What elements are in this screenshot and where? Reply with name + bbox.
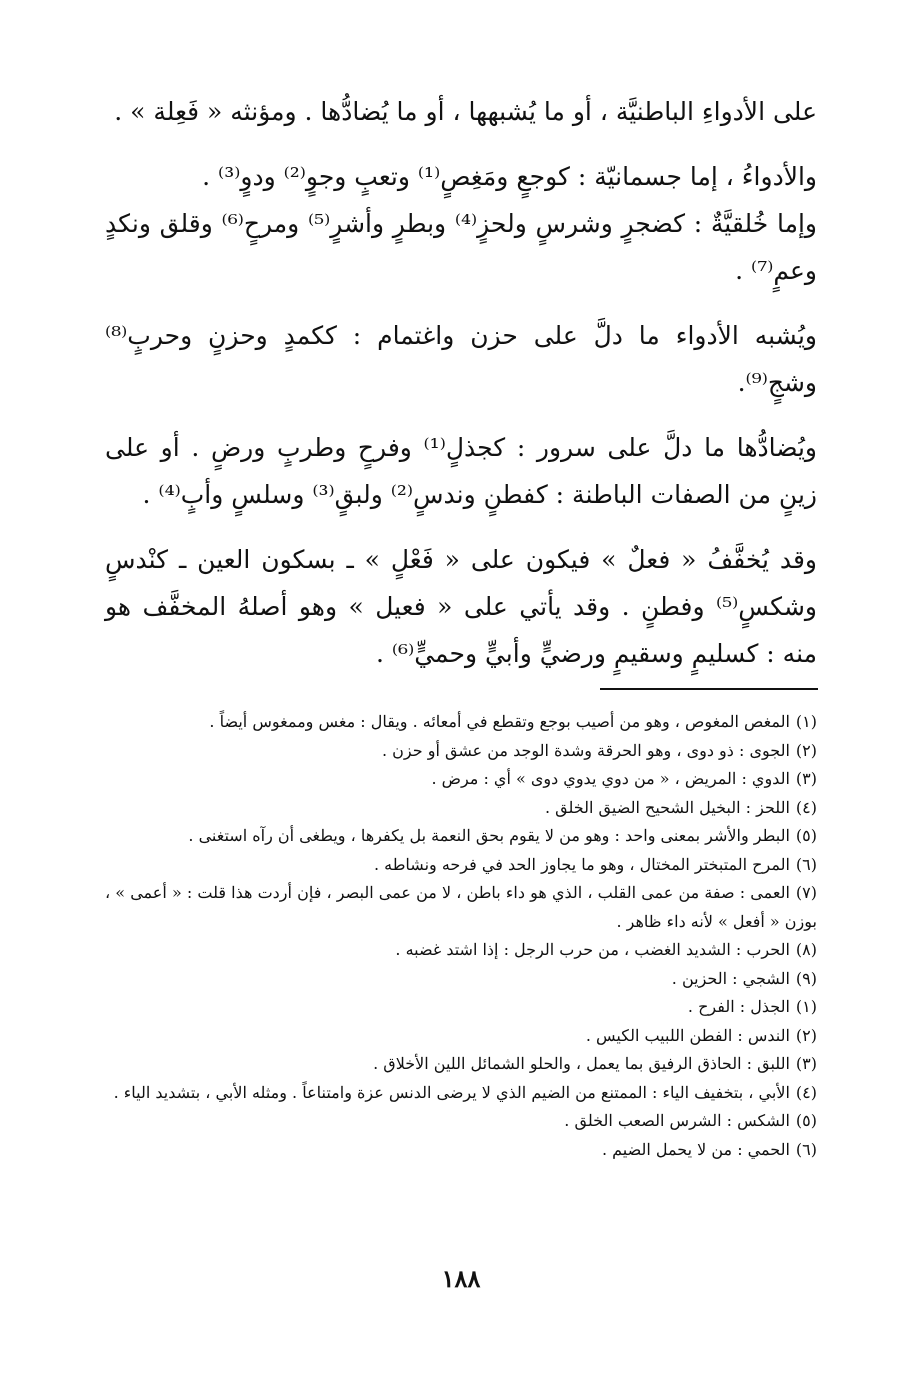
footnote-number: (١) xyxy=(795,997,817,1016)
footnote-text: البطر والأشر بمعنى واحد : وهو من لا يقوم بحق النعمة بل يكفرها ، ويطغى أن رآه استغنى . xyxy=(188,826,790,845)
footnote-text: الحمي : من لا يحمل الضيم . xyxy=(601,1139,790,1159)
footnote-number: (٥) xyxy=(795,1111,817,1130)
footnote-number: (٧) xyxy=(795,883,817,902)
footnote xyxy=(105,1107,817,1136)
footnote-number: (٣) xyxy=(795,1054,817,1073)
footnote xyxy=(105,737,817,766)
footnote-text: الجذل : الفرح . xyxy=(687,997,790,1016)
footnote-number: (٨) xyxy=(795,940,817,959)
footnote-text: العمى : صفة من عمى القلب ، الذي هو داء باطن ، لا من عمى البصر ، فإن أردت هذا قلت : « أعمى » ، بوزن « أفعل » لأنه داء ظاهر . xyxy=(105,883,817,931)
footnote-text: المرح المتبختر المختال ، وهو ما يجاوز الحد في فرحه ونشاطه . xyxy=(373,854,790,874)
footnote xyxy=(105,936,817,965)
footnote-number: (٥) xyxy=(795,826,817,845)
footnote-number: (٤) xyxy=(795,797,817,817)
paragraph: ويُشبه الأدواء ما دلَّ على حزن واغتمام : ككمدٍ وحزنٍ وحربٍ⁽⁸⁾ وشجٍ⁽⁹⁾. xyxy=(105,321,817,397)
footnote-text: المغص المغوص ، وهو من أصيب بوجع وتقطع في أمعائه . ويقال : مغس وممغوس أيضاً . xyxy=(209,712,790,731)
footnote-text: اللبق : الحاذق الرفيق بما يعمل ، والحلو الشمائل اللين الأخلاق . xyxy=(373,1054,790,1073)
footnote-number: (٦) xyxy=(795,854,817,874)
paragraph: وإما خُلقيَّةٌ : كضجرٍ وشرسٍ ولحزٍ⁽⁴⁾ وبطرٍ وأشرٍ⁽⁵⁾ ومرحٍ⁽⁶⁾ وقلق ونكدٍ وعمٍ⁽⁷⁾ . xyxy=(105,209,817,285)
paragraph: والأدواءُ ، إما جسمانيّة : كوجعٍ ومَغِصٍ⁽¹⁾ وتعبٍ وجوٍ⁽²⁾ ودوٍ⁽³⁾ . xyxy=(202,162,817,191)
page-number: ١٨٨ xyxy=(441,1264,481,1293)
footnote-number: (٤) xyxy=(795,1082,817,1102)
paragraph: على الأدواءِ الباطنيَّة ، أو ما يُشبهها ، أو ما يُضادُّها . ومؤنثه « فَعِلة » . xyxy=(114,97,817,126)
footnote xyxy=(105,993,817,1022)
footnote-number: (٢) xyxy=(795,1025,817,1045)
footnote xyxy=(105,879,817,936)
paragraph: ويُضادُّها ما دلَّ على سرور : كجذلٍ⁽¹⁾ وفرحٍ وطربٍ ورضٍ . أو على زينٍ من الصفات الباطنة : كفطنٍ وندسٍ⁽²⁾ ولبقٍ⁽³⁾ وسلسٍ وأبٍ⁽⁴⁾ . xyxy=(105,433,817,509)
footnote xyxy=(105,765,817,794)
footnote-text: الندس : الفطن اللبيب الكيس . xyxy=(585,1025,790,1045)
main-text xyxy=(105,88,817,677)
footnote-separator xyxy=(600,688,818,690)
footnote-text: الحرب : الشديد الغضب ، من حرب الرجل : إذا اشتد غضبه . xyxy=(395,940,790,959)
footnote-text: الشكس : الشرس الصعب الخلق . xyxy=(564,1111,790,1130)
footnote xyxy=(105,708,817,737)
footnote-text: اللحز : البخيل الشحيح الضيق الخلق . xyxy=(544,797,790,817)
footnote-number: (٩) xyxy=(795,968,817,988)
footnote-text: الدوي : المريض ، « من دوي يدوي دوى » أي : مرض . xyxy=(431,769,790,788)
footnote xyxy=(105,851,817,880)
footnote xyxy=(105,1079,817,1108)
footnote-number: (٣) xyxy=(795,769,817,788)
footnote-number: (٢) xyxy=(795,740,817,760)
footnote-number: (١) xyxy=(795,712,817,731)
footnote xyxy=(105,1136,817,1165)
footnote xyxy=(105,1022,817,1051)
footnote xyxy=(105,1050,817,1079)
footnote-text: الجوى : ذو دوى ، وهو الحرقة وشدة الوجد من عشق أو حزن . xyxy=(382,740,790,760)
footnotes xyxy=(105,708,817,1164)
footnote-text: الأبي ، بتخفيف الياء : الممتنع من الضيم الذي لا يرضى الدنس عزة وامتناعاً . ومثله الأبي ، بتشديد الياء . xyxy=(113,1082,790,1102)
paragraph: وقد يُخفَّفُ « فعلٌ » فيكون على « فَعْلٍ » ـ بسكون العين ـ كنْدسٍ وشكسٍ⁽⁵⁾ وفطنٍ . وقد يأتي على « فعيل » وهو أصلهُ المخفَّف هو منه : كسليمٍ وسقيمٍ ورضيٍّ وأبيٍّ وحميٍّ⁽⁶⁾ . xyxy=(105,545,817,668)
footnote xyxy=(105,965,817,994)
footnote-text: الشجي : الحزين . xyxy=(671,968,790,988)
footnote xyxy=(105,794,817,823)
footnote xyxy=(105,822,817,851)
footnote-number: (٦) xyxy=(795,1139,817,1159)
